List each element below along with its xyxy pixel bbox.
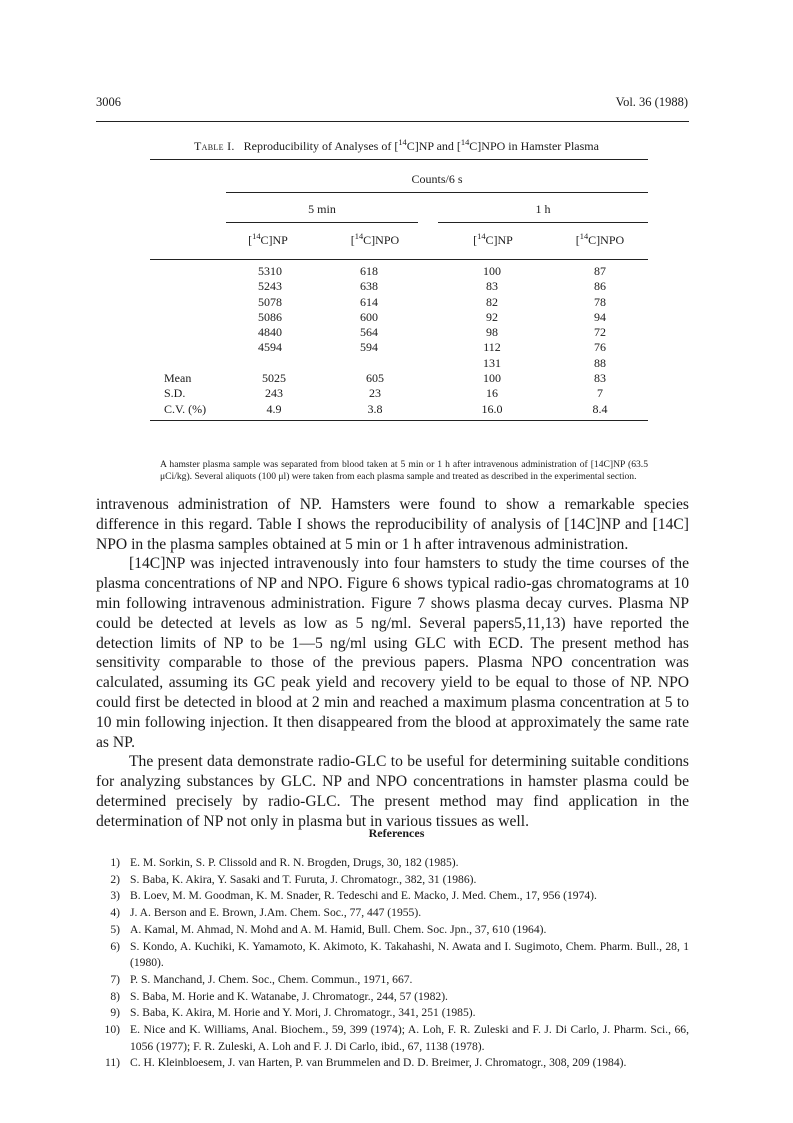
table-cell: 76: [594, 340, 606, 355]
paragraph: The present data demonstrate radio-GLC to be useful for determining suitable conditions for analyzing substances by GLC. NP and NPO concentrations in hamster plasma could be determined precisely by radio-GLC. The present method may find application in the determination of NP not only in plasma but in various tissues as well.: [96, 753, 689, 830]
table-cell: 5025: [262, 371, 286, 385]
summary-npo-5min: [345, 371, 405, 417]
reference-item: 8) S. Baba, M. Horie and K. Watanabe, J. Chromatogr., 244, 57 (1982).: [110, 989, 448, 1003]
table-cell: 4594: [258, 340, 282, 355]
table-cell: 82: [486, 294, 498, 309]
table-cell: 131: [483, 355, 501, 370]
table-cell: 83: [486, 279, 498, 294]
table-cell: 618: [360, 264, 378, 278]
table-cell: 94: [594, 309, 606, 324]
time-rule-1h: [438, 222, 648, 223]
table-cell: 5243: [258, 279, 282, 294]
time-header-5min: 5 min: [308, 202, 336, 216]
table-cell: 88: [594, 355, 606, 370]
journal-volume: Vol. 36 (1988): [615, 95, 688, 109]
row-label-mean: Mean: [164, 371, 192, 385]
col-header-np-1h: [$^{14}$C]NP: [473, 232, 513, 247]
table-cell: 5086: [258, 309, 282, 324]
table-bottom-rule: [150, 420, 648, 421]
data-column-npo-5min: [360, 264, 378, 356]
summary-np-5min: [244, 371, 304, 417]
table-cell: 23: [369, 386, 381, 401]
column-header-rule: [150, 259, 648, 260]
time-rule-5min: [226, 222, 418, 223]
table-cell: 86: [594, 279, 606, 294]
data-column-np-1h: [462, 264, 522, 371]
table-cell: 83: [594, 371, 606, 385]
summary-labels: [164, 371, 206, 417]
time-header-1h: 1 h: [535, 202, 551, 216]
table-cell: 594: [360, 340, 378, 355]
table-cell: 16.0: [481, 401, 503, 416]
table-cell: 72: [594, 325, 606, 340]
reference-item: 2) S. Baba, K. Akira, Y. Sasaki and T. Furuta, J. Chromatogr., 382, 31 (1986).: [110, 872, 477, 886]
col-header-np-5min: [$^{14}$C]NP: [248, 232, 288, 247]
reference-item: 4) J. A. Berson and E. Brown, J.Am. Chem. Soc., 77, 447 (1955).: [110, 906, 422, 920]
body-text: [96, 495, 689, 832]
reference-item: 7) P. S. Manchand, J. Chem. Soc., Chem. Commun., 1971, 667.: [110, 972, 413, 986]
row-label-sd: S.D.: [164, 386, 186, 401]
reference-item: 11) C. H. Kleinbloesem, J. van Harten, P. van Brummelen and D. D. Breimer, J. Chromatogr., 308, 209 (1984).: [104, 1056, 627, 1070]
group-header: Counts/6 s: [411, 172, 463, 186]
table-cell: 8.4: [592, 401, 608, 416]
table-cell: 4840: [258, 325, 282, 340]
table-cell: 614: [360, 294, 378, 309]
table-footnote: A hamster plasma sample was separated from blood taken at 5 min or 1 h after intravenous administration of [14C]NP (63.5 μCi/kg). Several aliquots (100 μl) were taken from each plasma sample and treated as described in the experimental section.: [160, 459, 648, 482]
page-number: 3006: [96, 95, 121, 109]
table-label: Table I.: [194, 139, 235, 153]
table-caption: [0, 139, 793, 154]
table-cell: 5310: [258, 264, 282, 278]
references-list: [96, 855, 689, 1072]
paragraph: intravenous administration of NP. Hamsters were found to show a remarkable species difference in this regard. Table I shows the reproducibility of analysis of [14C]NP and [14C] NPO in the plasma samples obtained at 5 min or 1 h after intravenous administration.: [96, 496, 689, 553]
table-cell: 564: [360, 325, 378, 340]
table-cell: 7: [597, 386, 603, 401]
data-column-np-5min: [258, 264, 282, 356]
table-cell: 100: [483, 371, 501, 385]
data-column-npo-1h: [570, 264, 630, 371]
row-label-cv: C.V. (%): [164, 401, 207, 416]
references-heading: References: [368, 826, 425, 840]
table-cell: 4.9: [266, 401, 282, 416]
summary-npo-1h: [570, 371, 630, 417]
reference-item: 3) B. Loev, M. M. Goodman, K. M. Snader, R. Tedeschi and E. Macko, J. Med. Chem., 17, 956 (1974).: [110, 889, 597, 903]
table-cell: 638: [360, 279, 378, 294]
table-cell: 600: [360, 309, 378, 324]
summary-np-1h: [462, 371, 522, 417]
table-cell: 92: [486, 309, 498, 324]
col-header-npo-5min: [$^{14}$C]NPO: [350, 232, 400, 247]
table-cell: 100: [483, 264, 501, 278]
table-cell: 87: [594, 264, 606, 278]
reference-item: 10) E. Nice and K. Williams, Anal. Biochem., 59, 399 (1974); A. Loh, F. R. Zuleski and F. J. Di Carlo, J. Pharm. Sci., 66, 1056 (1977); F. R. Zuleski, A. Loh and F. J. Di Carlo, ibid., 67, 1138 (1978).: [104, 1023, 689, 1053]
table-cell: 112: [483, 340, 501, 355]
reference-item: 9) S. Baba, K. Akira, M. Horie and Y. Mori, J. Chromatogr., 341, 251 (1985).: [110, 1006, 476, 1020]
col-header-npo-1h: [$^{14}$C]NPO: [575, 232, 625, 247]
table-cell: 98: [486, 325, 498, 340]
table-top-rule: [150, 159, 648, 160]
table-cell: 3.8: [367, 401, 383, 416]
table-cell: 5078: [258, 294, 282, 309]
counts-rule: [226, 192, 648, 193]
reference-item: 6) S. Kondo, A. Kuchiki, K. Yamamoto, K. Akimoto, K. Takahashi, N. Awata and I. Sugimoto, Chem. Pharm. Bull., 28, 1 (1980).: [110, 939, 689, 970]
reference-item: 1) E. M. Sorkin, S. P. Clissold and R. N. Brogden, Drugs, 30, 182 (1985).: [110, 856, 459, 869]
header-rule: [96, 121, 689, 122]
table-cell: 16: [486, 386, 498, 401]
paragraph: [14C]NP was injected intravenously into four hamsters to study the time courses of the plasma concentrations of NP and NPO. Figure 6 shows typical radio-gas chromatograms at 10 min following intravenous administration. Figure 7 shows plasma decay curves. Plasma NP could be detected at levels as low as 5 ng/ml. Several papers5,11,13) have reported the detection limits of NP to be 1—5 ng/ml using GLC with ECD. The present method has sensitivity comparable to those of the previous papers. Plasma NPO concentration was calculated, assuming its GC peak yield and recovery yield to be equal to those of NP. NPO could first be detected in blood at 2 min and reached a maximum plasma concentration at 5 to 10 min following injection. It then disappeared from the blood at approximately the same rate as NP.: [96, 555, 689, 751]
table-cell: 243: [265, 386, 283, 401]
table-cell: 605: [366, 371, 384, 385]
table-cell: 78: [594, 294, 606, 309]
table-title: Reproducibility of Analyses of [$^{14}$C]NP and [$^{14}$C]NPO in Hamster Plasma: [243, 138, 599, 153]
reference-item: 5) A. Kamal, M. Ahmad, N. Mohd and A. M. Hamid, Bull. Chem. Soc. Jpn., 37, 610 (1964).: [110, 922, 547, 936]
